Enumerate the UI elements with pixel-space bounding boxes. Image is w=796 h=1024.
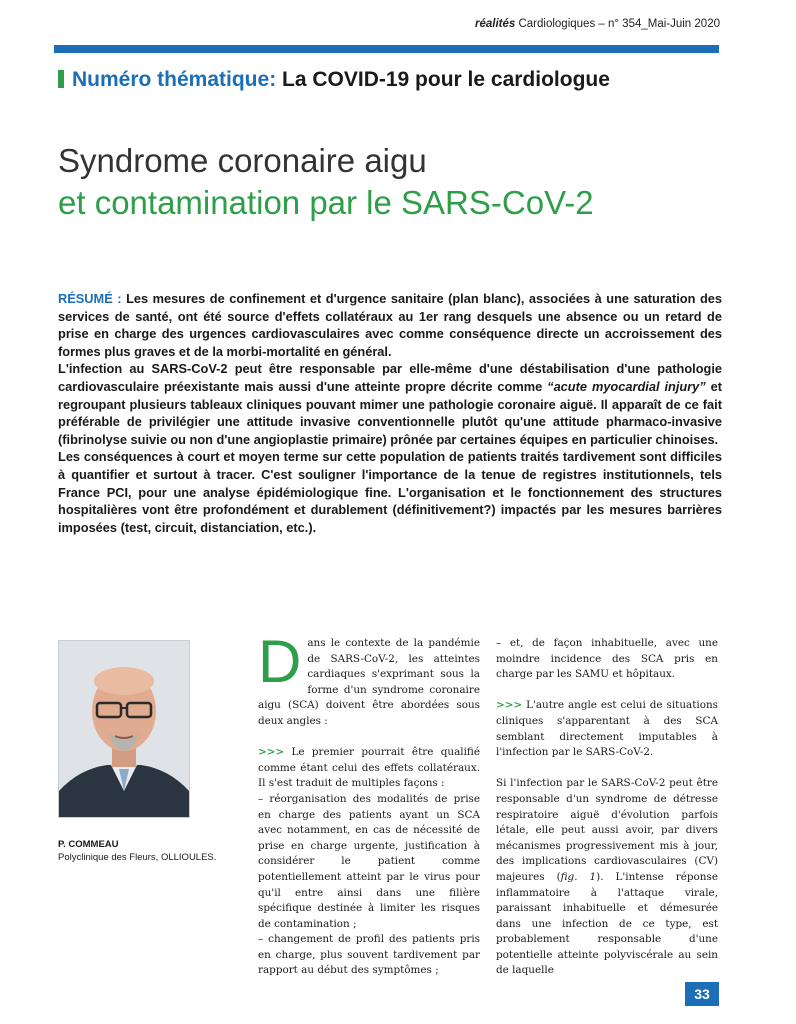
second-angle-text: L'autre angle est celui de situations cliniques s'apparentant à des SCA semblant directement imputables à l'infection par le SARS-CoV-2. xyxy=(496,699,718,759)
bullet-arrow: >>> xyxy=(496,699,523,712)
theme-heading xyxy=(58,68,610,92)
intro-paragraph xyxy=(258,628,480,730)
abstract-lead: RÉSUMÉ : xyxy=(58,291,122,306)
article-title xyxy=(58,140,594,224)
theme-bar xyxy=(58,70,64,88)
abstract-p2b: et regroupant plusieurs tableaux cliniques pouvant mimer une pathologie coronaire aiguë. Il apparaît de ce fait préférable de privilégier une attitude invasive conventionnelle plutôt qu'une attitude pharmaco-invasive (fibrinolyse suivie ou non d'une angioplastie primaire) prônée par certaines équipes en particulier chinoises. xyxy=(58,378,723,447)
first-angle-text: Le premier pourrait être qualifié comme étant celui des effets collatéraux. Il s'est traduit de multiples façons : xyxy=(258,746,480,790)
journal-brand: réalités xyxy=(475,18,516,30)
journal-issue: Cardiologiques – n° 354_Mai-Juin 2020 xyxy=(515,18,720,30)
author-affiliation: Polyclinique des Fleurs, OLLIOULES. xyxy=(58,852,217,863)
cv-paragraph xyxy=(496,776,718,979)
first-angle-paragraph xyxy=(258,745,480,792)
author-credit xyxy=(58,838,216,864)
theme-topic: La COVID-19 pour le cardiologue xyxy=(276,68,610,91)
body-column-2 xyxy=(496,636,718,995)
intro-text: ans le contexte de la pandémie de SARS-CoV-2, les atteintes cardiaques s'exprimant sous la forme d'un syndrome coronaire aigu (SCA) doivent être abordées sous deux angles : xyxy=(258,637,480,727)
drop-cap: D xyxy=(258,628,302,695)
list-item: – et, de façon inhabituelle, avec une moindre incidence des SCA pris en charge par les SAMU et hôpitaux. xyxy=(496,637,718,681)
figure-reference: fig. 1 xyxy=(560,870,597,883)
author-portrait-illustration xyxy=(59,641,189,817)
list-item: – réorganisation des modalités de prise en charge des patients ayant un SCA avec notamment, en cas de nécessité de prise en charge urgente, justification à considérer le patient comme potentiellement atteint par le virus pour qu'il entre ainsi dans une filière spécifique destinée à limiter les risques de contamination ; xyxy=(258,792,480,930)
title-line-2: et contamination par le SARS-CoV-2 xyxy=(58,184,594,221)
abstract xyxy=(58,290,722,536)
abstract-p2a: L'infection au SARS-CoV-2 peut être responsable par elle-même d'une déstabilisation d'une pathologie cardiovasculaire préexistante mais aussi d'une atteinte propre décrite comme xyxy=(58,361,722,394)
cv-text-b: ). L'intense réponse inflammatoire à l'attaque virale, paraissant inhabituelle et démesurée dans une infection de ce type, est probablement responsable d'une potentielle atteinte polyviscérale au sein de laquelle xyxy=(496,870,718,977)
abstract-paragraph-2 xyxy=(58,360,722,448)
header-rule xyxy=(54,45,719,53)
bullet-arrow: >>> xyxy=(258,746,285,759)
title-line-1: Syndrome coronaire aigu xyxy=(58,142,427,179)
cv-text-a: Si l'infection par le SARS-CoV-2 peut être responsable d'un syndrome de détresse respiratoire aiguë d'évolution parfois létale, elle peut aussi avoir, par divers mécanismes progressivement mis à jour, des implications cardiovasculaires (CV) majeures ( xyxy=(496,777,718,883)
author-name: P. COMMEAU xyxy=(58,839,119,850)
abstract-paragraph-1 xyxy=(58,290,722,360)
list-item: – changement de profil des patients pris en charge, plus souvent tardivement par rapport au début des symptômes ; xyxy=(258,933,480,977)
theme-label: Numéro thématique: xyxy=(72,68,277,91)
author-photo xyxy=(58,640,190,818)
second-angle-paragraph xyxy=(496,698,718,760)
abstract-p1: Les mesures de confinement et d'urgence sanitaire (plan blanc), associées à une saturation des services de santé, ont été source d'effets collatéraux au 1er rang desquels une absence ou un retard de prise en charge des urgences cardiovasculaires avec comme conséquence directe un accroissement des formes plus graves et de la morbi-mortalité en général. xyxy=(58,291,722,359)
abstract-p2-emphasis: “acute myocardial injury” xyxy=(547,378,706,394)
page-number: 33 xyxy=(685,982,719,1006)
running-header xyxy=(40,18,720,30)
body-column-1 xyxy=(258,628,480,979)
abstract-paragraph-3: Les conséquences à court et moyen terme sur cette population de patients traités tardivement sont difficiles à quantifier et surtout à tracer. C'est souligner l'importance de la tenue de registres institutionnels, tels France PCI, pour une analyse épidémiologique fine. L'organisation et le fonctionnement des structures hospitalières vont être profondément et durablement (définitivement?) impactés par les mesures barrières imposées (test, circuit, distanciation, etc.). xyxy=(58,449,722,535)
